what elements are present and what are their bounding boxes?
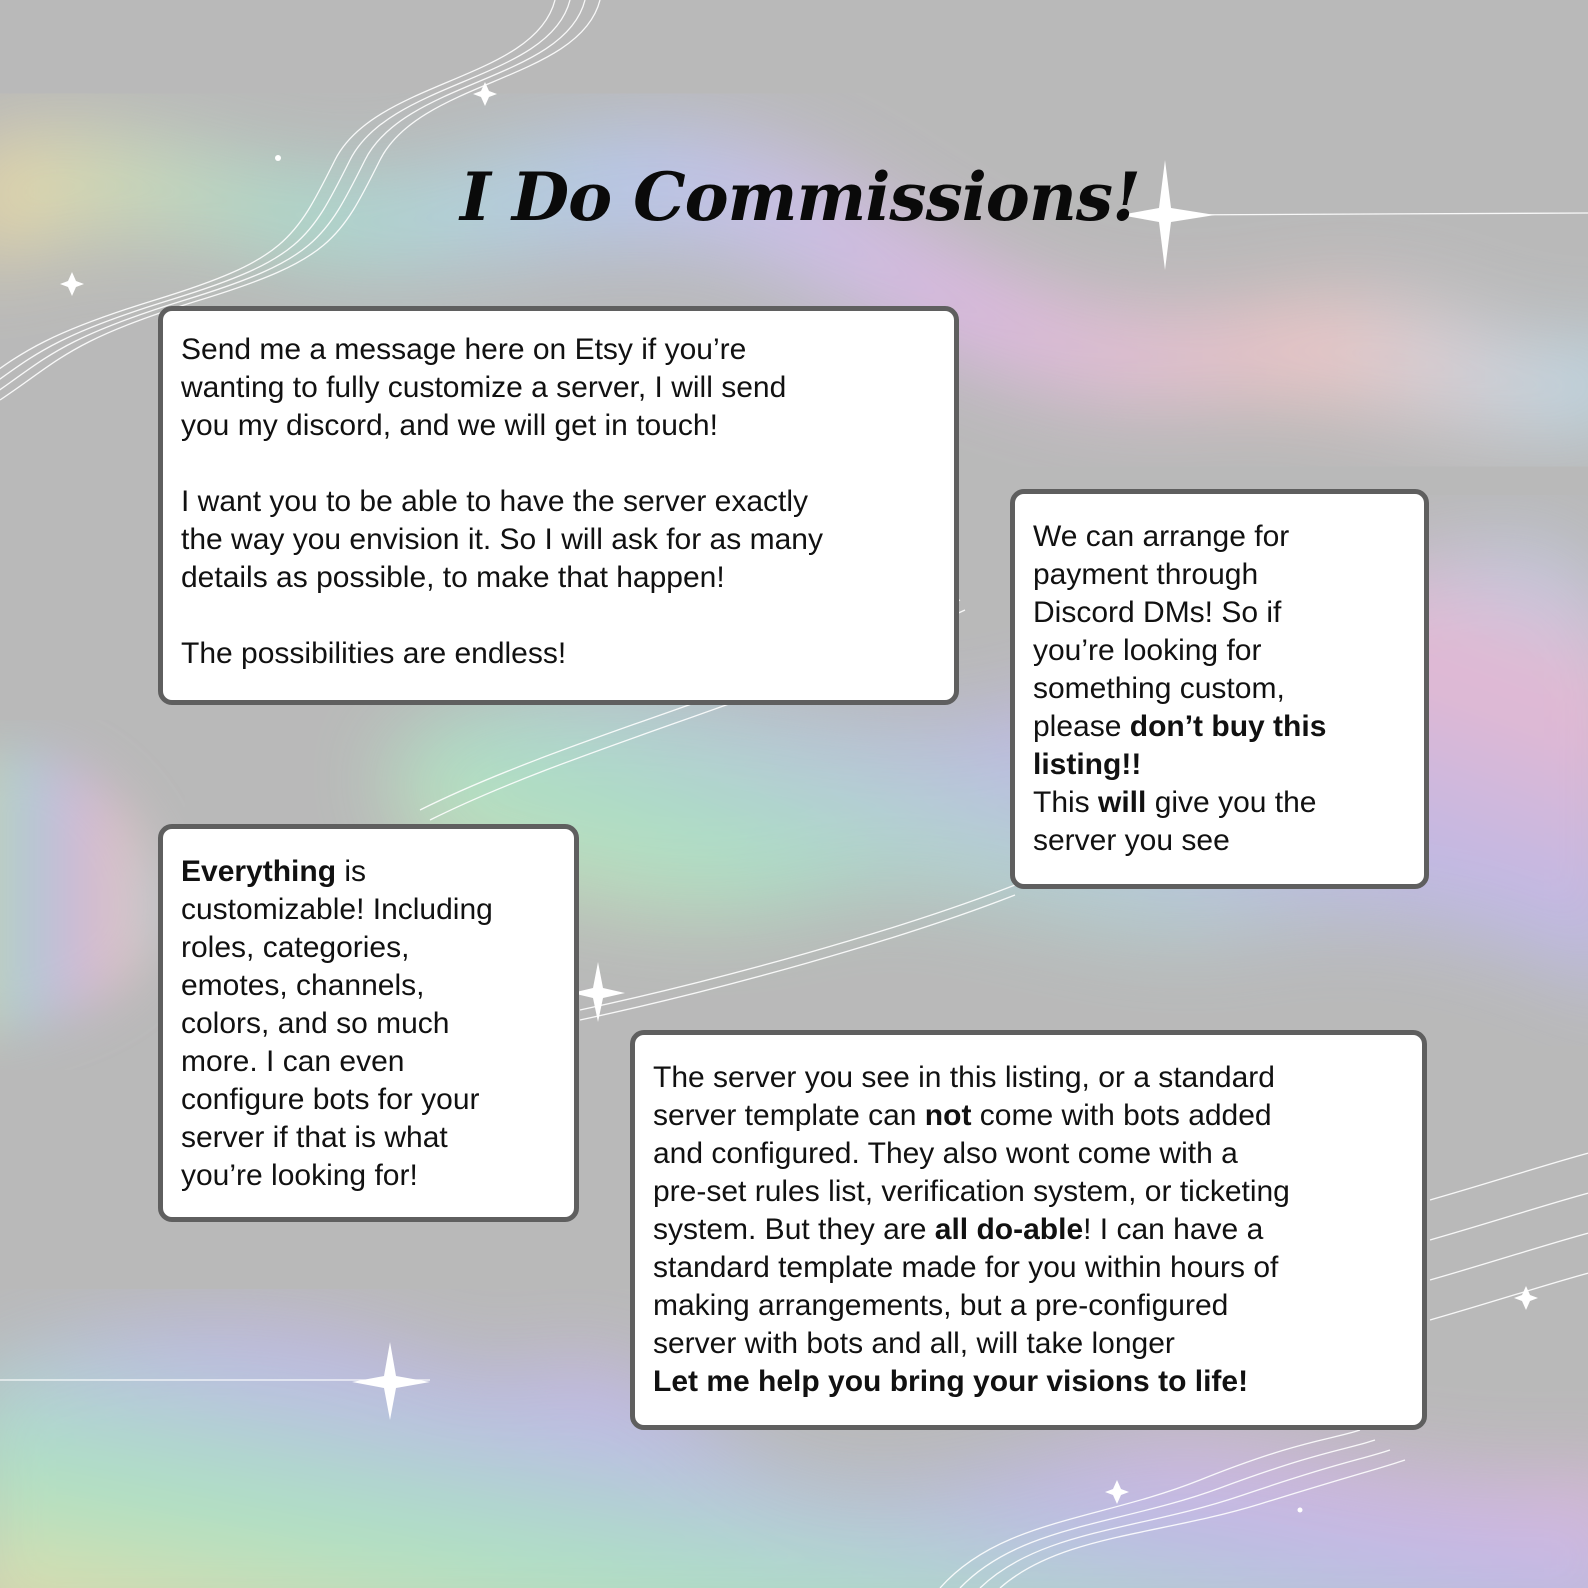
card-text: We can arrange for payment through Discord DMs! So if you’re looking for something custom, please [1033,520,1290,743]
card-emphasis: will [1098,786,1147,819]
card-emphasis: not [924,1099,972,1132]
card-text: come with bots added and configured. They also wont come with a pre-set rules list, verification system, or ticketing system. But they are [653,1099,1290,1246]
card-text: give you the server you see [1033,786,1317,857]
card-paragraph [653,1059,1404,1401]
payment-card [1010,489,1429,889]
holographic-swirl-left [0,749,164,1040]
message-card-etsy [158,306,959,705]
card-text: This [1033,786,1090,819]
customization-card [158,824,579,1222]
card-paragraph [181,853,556,1195]
card-text: ! I can have a standard template made for you within hours of making arrangements, but a pre-configured server with bots and all, will take longer [653,1213,1279,1360]
card-emphasis: Everything [181,855,337,888]
card-paragraph: I want you to be able to have the server exactly the way you envision it. So I will ask for as many details as possible, to make that happen! [181,485,823,594]
card-text: The server you see in this listing, or a standard server template can [653,1061,1275,1132]
card-paragraph: The possibilities are endless! [181,637,567,670]
card-emphasis-closing: Let me help you bring your visions to life! [653,1365,1249,1398]
card-emphasis: don’t buy this listing!! [1033,710,1327,781]
card-paragraph [1033,518,1406,860]
card-text: is customizable! Including roles, categories, emotes, channels, colors, and so much more. I can even configure bots for your server if that is what you’re looking for! [181,855,493,1192]
card-paragraph: Send me a message here on Etsy if you’re wanting to fully customize a server, I will send you my discord, and we will get in touch! [181,333,787,442]
page-title: I Do Commissions! [460,158,1140,236]
card-emphasis: all do-able [934,1213,1084,1246]
template-info-card [630,1030,1427,1430]
